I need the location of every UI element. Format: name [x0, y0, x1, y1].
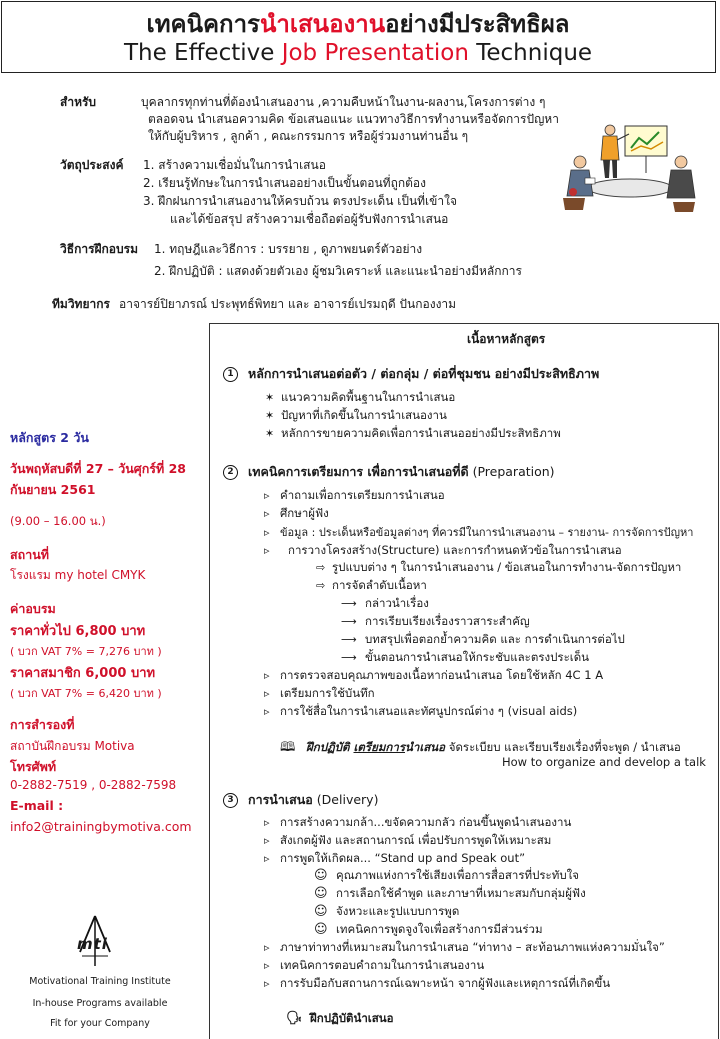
hand-pointer-icon: ⇨ [316, 561, 326, 574]
arrow-right-icon: ▹ [264, 959, 270, 972]
smiley-icon: ☺ [314, 868, 328, 883]
section-2-subsubitem: ⟶ ขั้นตอนการนำเสนอให้กระชับและตรงประเด็น [341, 650, 590, 664]
course-date-line-2: กันยายน 2561 [10, 482, 96, 497]
hand-pointer-icon: ⇨ [316, 579, 326, 592]
arrow-right-icon: ▹ [264, 526, 270, 539]
section-2-item: ▹ ข้อมูล : ประเด็นหรือข้อมูลต่างๆ ที่ควรมีในการนำเสนองาน – รายงาน- การจัดการปัญหา [264, 526, 694, 539]
fee-member: ราคาสมาชิก 6,000 บาท [10, 666, 156, 681]
section-3-subitem: ☺ การเลือกใช้คำพูด และภาษาที่เหมาะสมกับกลุ่มผู้ฟัง [314, 886, 586, 901]
objective-line-1: 1. สร้างความเชื่อมั่นในการนำเสนอ [143, 158, 326, 172]
open-book-icon: 🕮 [280, 740, 296, 755]
section-1-heading: 1 หลักการนำเสนอต่อตัว / ต่อกลุ่ม / ต่อที่ชุมชน อย่างมีประสิทธิภาพ [223, 364, 599, 384]
section-2-item: ▹ เตรียมการใช้บันทึก [264, 686, 375, 700]
section-number-badge: 3 [223, 793, 238, 808]
objective-line-3: 3. ฝึกฝนการนำเสนองานให้ครบถ้วน ตรงประเด็น เป็นที่เข้าใจ [143, 194, 457, 208]
section-3-item: ▹ การสร้างความกล้า...ขจัดความกลัว ก่อนขึ้นพูดนำเสนองาน [264, 815, 572, 829]
page-title-thai: เทคนิคการนำเสนองานอย่างมีประสิทธิผล [146, 10, 570, 38]
speaking-head-icon: 🗣 [286, 1011, 303, 1026]
arrow-right-icon: ▹ [264, 669, 270, 682]
section-2-subitem: ⇨ การจัดลำดับเนื้อหา [316, 578, 427, 592]
content-heading: เนื้อหาหลักสูตร [467, 332, 546, 346]
section-3-item: ▹ ภาษาท่าทางที่เหมาะสมในการนำเสนอ “ท่าทาง – สะท้อนภาพแห่งความมั่นใจ” [264, 940, 665, 954]
arrow-right-icon: ▹ [264, 705, 270, 718]
venue-name: โรงแรม my hotel CMYK [10, 568, 146, 582]
long-arrow-icon: ⟶ [341, 633, 357, 646]
section-3-item: ▹ การรับมือกับสถานการณ์เฉพาะหน้า จากผู้ฟังและเหตุการณ์ที่เกิดขึ้น [264, 976, 611, 990]
section-1-item: ✶ แนวความคิดพื้นฐานในการนำเสนอ [265, 390, 456, 404]
long-arrow-icon: ⟶ [341, 597, 357, 610]
section-3-subitem: ☺ คุณภาพแห่งการใช้เสียงเพื่อการสื่อสารที่ประทับใจ [314, 868, 579, 883]
section-2-item: ▹ การวางโครงสร้าง(Structure) และการกำหนดหัวข้อในการนำเสนอ [264, 543, 622, 557]
arrow-right-icon: ▹ [264, 816, 270, 829]
section-2-item: ▹ ศึกษาผู้ฟัง [264, 506, 329, 520]
logo-caption-2: In-house Programs available [32, 998, 168, 1009]
for-line-1: บุคลากรทุกท่านที่ต้องนำเสนองาน ,ความคืบหน้าในงาน-ผลงาน,โครงการต่าง ๆ [141, 95, 546, 109]
logo-caption-3: Fit for your Company [50, 1018, 150, 1029]
email-address[interactable]: info2@trainingbymotiva.com [10, 819, 192, 834]
objective-line-4: และได้ข้อสรุป สร้างความเชื่อถือต่อผู้รับฟังการนำเสนอ [170, 212, 449, 226]
method-line-2: 2. ฝึกปฏิบัติ : แสดงด้วยตัวเอง ผู้ชมวิเคราะห์ และแนะนำอย่างมีหลักการ [154, 264, 522, 278]
section-3-subitem: ☺ จังหวะและรูปแบบการพูด [314, 904, 460, 919]
section-1-item: ✶ หลักการขายความคิดเพื่อการนำเสนออย่างมีประสิทธิภาพ [265, 426, 561, 440]
star-icon: ✶ [265, 427, 275, 440]
course-time: (9.00 – 16.00 น.) [10, 514, 106, 528]
method-label: วิธีการฝึกอบรม [60, 242, 138, 256]
smiley-icon: ☺ [314, 904, 328, 919]
section-2-subsubitem: ⟶ กล่าวนำเรื่อง [341, 596, 429, 610]
section-3-item: ▹ เทคนิคการตอบคำถามในการนำเสนองาน [264, 958, 485, 972]
arrow-right-icon: ▹ [264, 834, 270, 847]
fee-general-vat: ( บวก VAT 7% = 7,276 บาท ) [10, 645, 162, 658]
for-line-2: ตลอดจน นำเสนอความคิด ข้อเสนอแนะ แนวทางวิธีการทำงานหรือจัดการปัญหา [148, 112, 559, 126]
course-duration: หลักสูตร 2 วัน [10, 430, 89, 445]
speaker-label: ทีมวิทยากร [52, 297, 110, 311]
section-3-subitem: ☺ เทคนิคการพูดจูงใจเพื่อสร้างการมีส่วนร่วม [314, 922, 543, 937]
section-3-item: ▹ การพูดให้เกิดผล... “Stand up and Speak out” [264, 851, 526, 865]
reserve-org: สถาบันฝึกอบรม Motiva [10, 739, 135, 753]
smiley-icon: ☺ [314, 886, 328, 901]
section-2-item: ▹ การใช้สื่อในการนำเสนอและทัศนูปกรณ์ต่าง ๆ (visual aids) [264, 704, 578, 718]
long-arrow-icon: ⟶ [341, 651, 357, 664]
for-label: สำหรับ [60, 95, 97, 109]
section-number-badge: 1 [223, 367, 238, 382]
course-date-line-1: วันพฤหัสบดีที่ 27 – วันศุกร์ที่ 28 [10, 461, 187, 476]
section-3-heading: 3 การนำเสนอ (Delivery) [223, 790, 378, 810]
fee-general: ราคาทั่วไป 6,800 บาท [10, 624, 146, 639]
meeting-illustration [555, 118, 705, 213]
practice-1: 🕮 ฝึกปฏิบัติ เตรียมการนำเสนอ จัดระเบียบ และเรียบเรียงเรื่องที่จะพูด / นำเสนอ [280, 738, 681, 760]
fee-member-vat: ( บวก VAT 7% = 6,420 บาท ) [10, 687, 162, 700]
star-icon: ✶ [265, 409, 275, 422]
email-label: E-mail : [10, 798, 64, 813]
arrow-right-icon: ▹ [264, 852, 270, 865]
practice-1-english: How to organize and develop a talk [502, 755, 706, 769]
objective-label: วัตถุประสงค์ [60, 158, 124, 172]
section-2-subitem: ⇨ รูปแบบต่าง ๆ ในการนำเสนองาน / ข้อเสนอในการทำงาน-จัดการปัญหา [316, 560, 682, 574]
arrow-right-icon: ▹ [264, 687, 270, 700]
arrow-right-icon: ▹ [264, 977, 270, 990]
fee-label: ค่าอบรม [10, 601, 56, 616]
section-1-item: ✶ ปัญหาที่เกิดขึ้นในการนำเสนองาน [265, 408, 447, 422]
long-arrow-icon: ⟶ [341, 615, 357, 628]
phone-label: โทรศัพท์ [10, 759, 57, 774]
section-2-item: ▹ คำถามเพื่อการเตรียมการนำเสนอ [264, 488, 445, 502]
objective-line-2: 2. เรียนรู้ทักษะในการนำเสนออย่างเป็นขั้นตอนที่ถูกต้อง [143, 176, 426, 190]
logo-caption-1: Motivational Training Institute [29, 976, 171, 987]
phone-number[interactable]: 0-2882-7519 , 0-2882-7598 [10, 778, 177, 792]
venue-label: สถานที่ [10, 547, 50, 562]
star-icon: ✶ [265, 391, 275, 404]
section-2-heading: 2 เทคนิคการเตรียมการ เพื่อการนำเสนอที่ดี (Preparation) [223, 462, 555, 482]
arrow-right-icon: ▹ [264, 507, 270, 520]
speaker-text: อาจารย์ปิยาภรณ์ ประพุทธ์พิทยา และ อาจารย์เปรมฤดี ปันกองงาม [119, 297, 457, 311]
reserve-label: การสำรองที่ [10, 717, 75, 732]
method-line-1: 1. ทฤษฎีและวิธีการ : บรรยาย , ดูภาพยนตร์ตัวอย่าง [154, 242, 423, 256]
mti-logo-letters: mti [77, 935, 108, 953]
arrow-right-icon: ▹ [264, 941, 270, 954]
arrow-right-icon: ▹ [264, 544, 270, 557]
section-number-badge: 2 [223, 465, 238, 480]
section-2-subsubitem: ⟶ การเรียบเรียงเรื่องราวสาระสำคัญ [341, 614, 530, 628]
practice-2: 🗣 ฝึกปฏิบัตินำเสนอ [286, 1011, 394, 1026]
page-title-english: The Effective Job Presentation Technique [123, 40, 593, 66]
section-2-subsubitem: ⟶ บทสรุปเพื่อตอกย้ำความคิด และ การดำเนินการต่อไป [341, 632, 625, 646]
section-3-item: ▹ สังเกตผู้ฟัง และสถานการณ์ เพื่อปรับการพูดให้เหมาะสม [264, 833, 552, 847]
arrow-right-icon: ▹ [264, 489, 270, 502]
for-line-3: ให้กับผู้บริหาร , ลูกค้า , คณะกรรมการ หรือผู้ร่วมงานท่านอื่น ๆ [148, 129, 469, 143]
section-2-item: ▹ การตรวจสอบคุณภาพของเนื้อหาก่อนนำเสนอ โดยใช้หลัก 4C 1 A [264, 668, 604, 682]
smiley-icon: ☺ [314, 922, 328, 937]
